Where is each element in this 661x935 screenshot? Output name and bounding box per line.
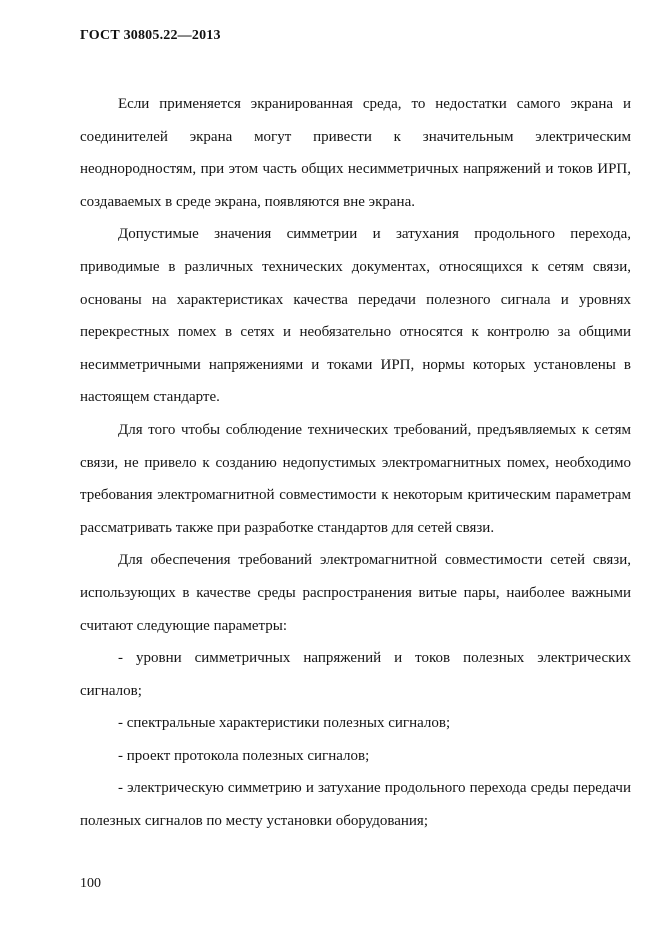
paragraph-1: Если применяется экранированная среда, то недостатки самого экрана и соединителей экрана могут привести к значительным электрическим неоднородностям, при этом часть общих несимметричных напряжений и токов ИРП, создаваемых в среде экрана, появляются вне экрана. [80, 96, 631, 210]
document-header: ГОСТ 30805.22—2013 [80, 28, 221, 43]
list-item-4: - электрическую симметрию и затухание продольного перехода среды передачи полезных сигналов по месту установки оборудования; [80, 780, 631, 830]
list-item-3: - проект протокола полезных сигналов; [118, 747, 370, 764]
paragraph-2: Допустимые значения симметрии и затухания продольного перехода, приводимые в различных технических документах, относящихся к сетям связи, основаны на характеристиках качества передачи полезного сигнала и уровнях перекрестных помех в сетях и необязательно относятся к контролю за общими несимметричными напряжениями и токами ИРП, нормы которых установлены в настоящем стандарте. [80, 226, 631, 406]
paragraph-4: Для обеспечения требований электромагнитной совместимости сетей связи, использующих в качестве среды распространения витые пары, наиболее важными считают следующие параметры: [80, 552, 631, 634]
list-item-1: - уровни симметричных напряжений и токов полезных электрических сигналов; [80, 650, 631, 699]
paragraph-3: Для того чтобы соблюдение технических требований, предъявляемых к сетям связи, не привело к созданию недопустимых электромагнитных помех, необходимо требования электромагнитной совместимости к некоторым критическим параметрам рассматривать также при разработке стандартов для сетей связи. [80, 421, 631, 536]
list-item-2: - спектральные характеристики полезных сигналов; [118, 715, 451, 732]
page-number: 100 [80, 876, 101, 891]
document-body [80, 88, 631, 838]
